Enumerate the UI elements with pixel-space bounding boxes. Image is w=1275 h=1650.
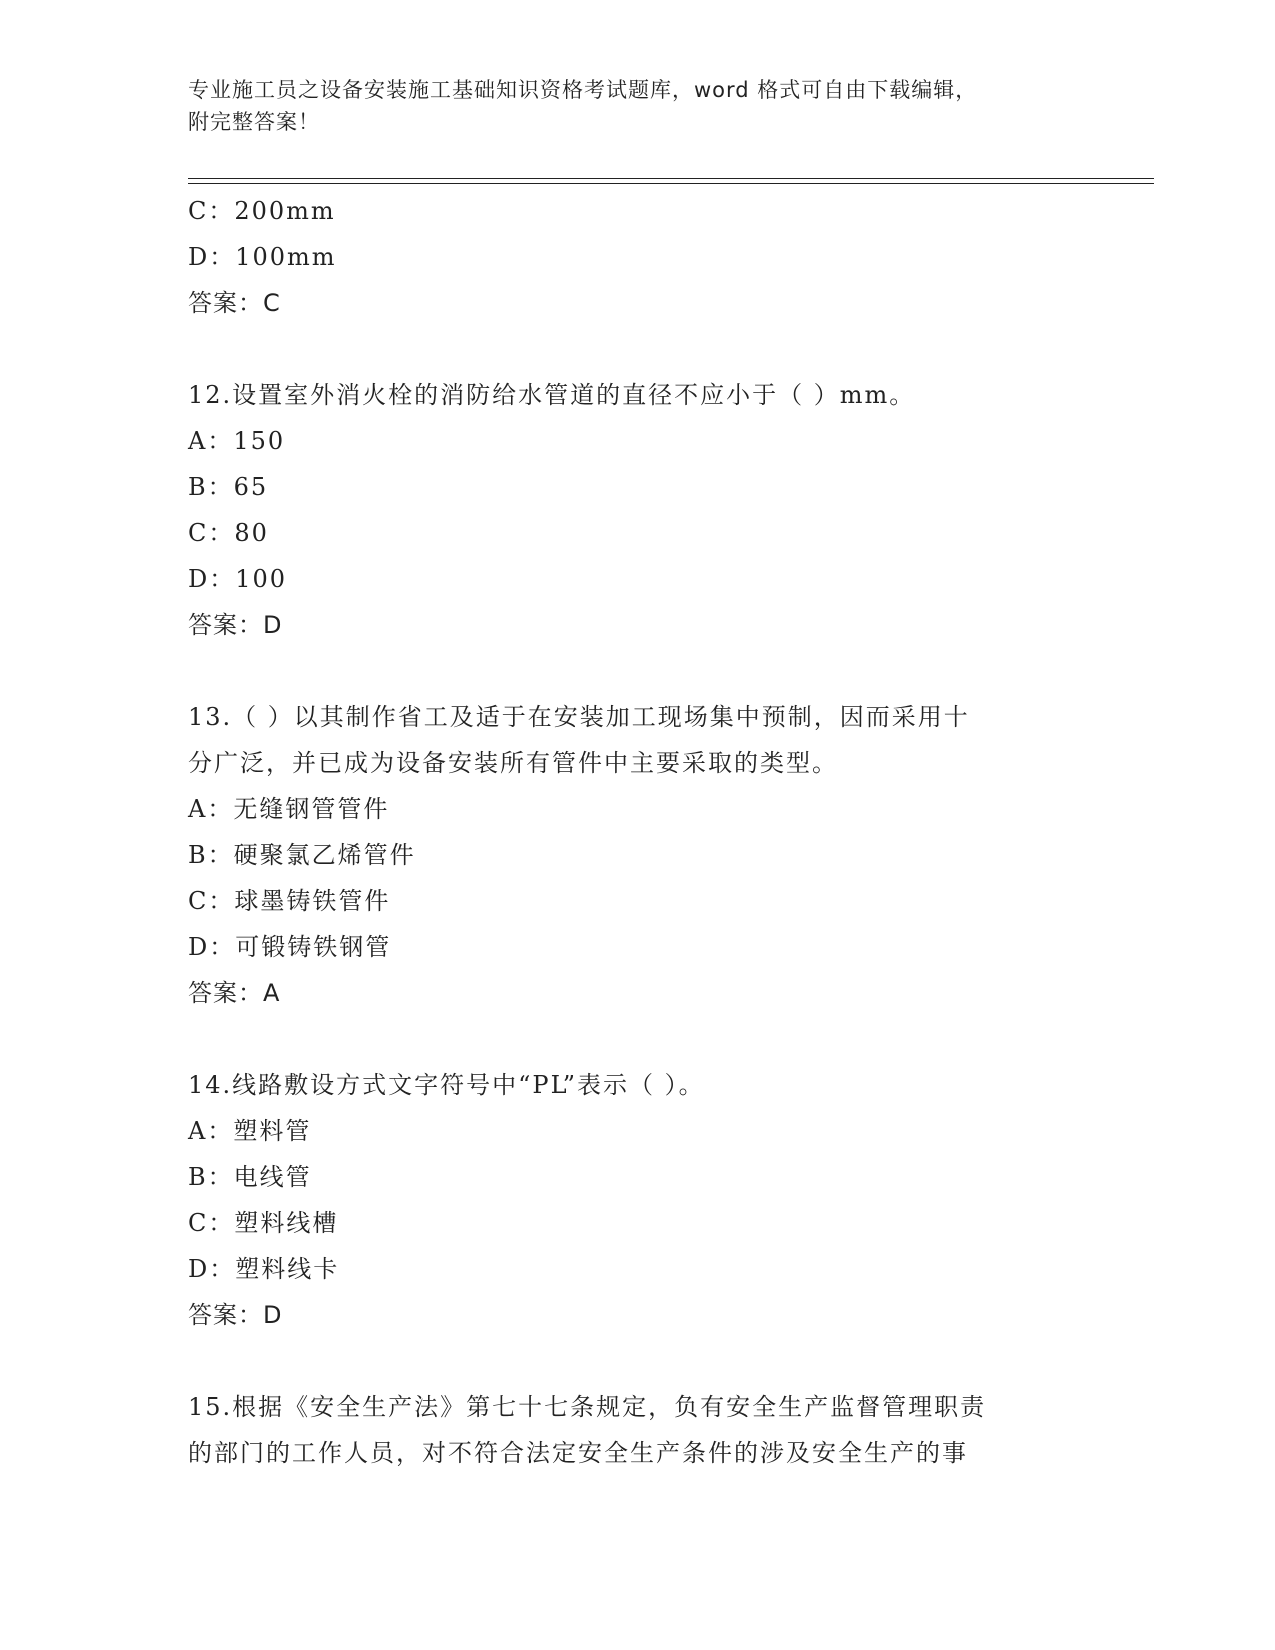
- question-15: [188, 1384, 1088, 1476]
- answer-line: 答案：A: [188, 979, 281, 1007]
- option-b: B：65: [188, 473, 269, 501]
- question-list: [188, 188, 1088, 1476]
- answer-line: 答案：D: [188, 611, 283, 639]
- header-rule-bottom: [188, 183, 1154, 184]
- option-b: B：电线管: [188, 1163, 312, 1191]
- option-a: A：150: [188, 427, 286, 455]
- option-d: D：100mm: [188, 243, 337, 271]
- option-d: D：可锻铸铁钢管: [188, 933, 392, 961]
- option-c: C：80: [188, 519, 269, 547]
- header-line-2: 附完整答案！: [188, 110, 320, 134]
- option-d: D：100: [188, 565, 288, 593]
- question-stem: 13.（ ）以其制作省工及适于在安装加工现场集中预制，因而采用十: [188, 703, 970, 731]
- question-stem-continued: 的部门的工作人员，对不符合法定安全生产条件的涉及安全生产的事: [188, 1439, 968, 1467]
- question-14: [188, 1062, 1088, 1338]
- answer-line: 答案：C: [188, 289, 281, 317]
- answer-line: 答案：D: [188, 1301, 283, 1329]
- question-12: [188, 372, 1088, 648]
- option-a: A：无缝钢管管件: [188, 795, 390, 823]
- header-rule-top: [188, 178, 1154, 179]
- spacer: [188, 326, 1088, 372]
- header-line-1: 专业施工员之设备安装施工基础知识资格考试题库，word 格式可自由下载编辑，: [188, 78, 978, 102]
- option-c: C：200mm: [188, 197, 336, 225]
- question-stem: 14.线路敷设方式文字符号中“PL”表示（ ）。: [188, 1071, 705, 1099]
- option-c: C：塑料线槽: [188, 1209, 339, 1237]
- question-carryover: [188, 188, 1088, 326]
- spacer: [188, 1016, 1088, 1062]
- option-d: D：塑料线卡: [188, 1255, 340, 1283]
- question-stem: 12.设置室外消火栓的消防给水管道的直径不应小于（ ）mm。: [188, 381, 916, 409]
- option-a: A：塑料管: [188, 1117, 312, 1145]
- question-stem: 15.根据《安全生产法》第七十七条规定，负有安全生产监督管理职责: [188, 1393, 987, 1421]
- document-header: [188, 74, 1068, 138]
- spacer: [188, 648, 1088, 694]
- spacer: [188, 1338, 1088, 1384]
- option-c: C：球墨铸铁管件: [188, 887, 391, 915]
- question-stem-continued: 分广泛，并已成为设备安装所有管件中主要采取的类型。: [188, 749, 838, 777]
- question-13: [188, 694, 1088, 1016]
- option-b: B：硬聚氯乙烯管件: [188, 841, 416, 869]
